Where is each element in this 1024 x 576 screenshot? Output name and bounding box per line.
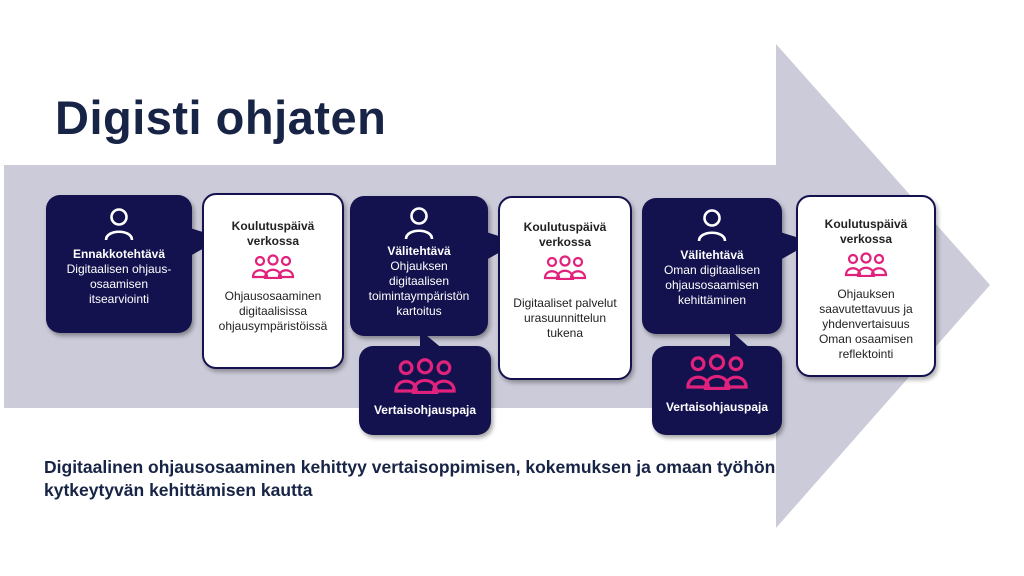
step-text: Ohjausosaaminen digitaalisissa ohjausympäristöissä: [218, 289, 328, 333]
step-heading: Koulutuspäivä verkossa: [231, 219, 315, 248]
step-intermediate-task-2: [642, 198, 782, 334]
step-heading: Ennakkotehtävä: [72, 247, 166, 261]
group-icon: [685, 352, 749, 390]
group-icon: [251, 253, 295, 279]
step-text: Oman digitaalisen ohjausosaamisen kehittäminen: [663, 263, 761, 307]
peer-workshop-label: Vertaisohjauspaja: [665, 400, 769, 414]
page-title: Digisti ohjaten: [55, 91, 387, 144]
step-text: Ohjauksen saavutettavuus ja yhdenvertaisuus Oman osaamisen reflektointi: [818, 287, 914, 361]
group-icon: [393, 356, 457, 394]
step-pre-assignment: [46, 195, 192, 333]
peer-workshop-label: Vertaisohjauspaja: [373, 403, 477, 417]
person-icon: [102, 207, 136, 241]
step-intermediate-task-1: [350, 196, 488, 336]
group-icon: [844, 251, 888, 277]
step-training-day-3: [796, 195, 936, 377]
peer-workshop-1: [359, 346, 491, 435]
summary-text: Digitaalinen ohjausosaaminen kehittyy vertaisoppimisen, kokemuksen ja omaan työhön kytkeytyvän kehittämisen kautta: [44, 457, 776, 500]
peer-workshop-2: [652, 346, 782, 435]
step-training-day-2: [498, 196, 632, 380]
step-heading: Koulutuspäivä verkossa: [824, 217, 908, 246]
group-icon: [543, 254, 587, 280]
person-icon: [695, 208, 729, 242]
step-heading: Välitehtävä: [680, 248, 744, 262]
step-training-day-1: [202, 193, 344, 369]
step-text: Digitaalisen ohjaus-osaamisen itsearviointi: [66, 262, 172, 306]
step-heading: Välitehtävä: [387, 244, 451, 258]
person-icon: [402, 206, 436, 240]
step-heading: Koulutuspäivä verkossa: [523, 220, 607, 249]
step-text: Digitaaliset palvelut urasuunnittelun tukena: [513, 296, 617, 340]
step-text: Ohjauksen digitaalisen toimintaympäristön kartoitus: [368, 259, 470, 318]
